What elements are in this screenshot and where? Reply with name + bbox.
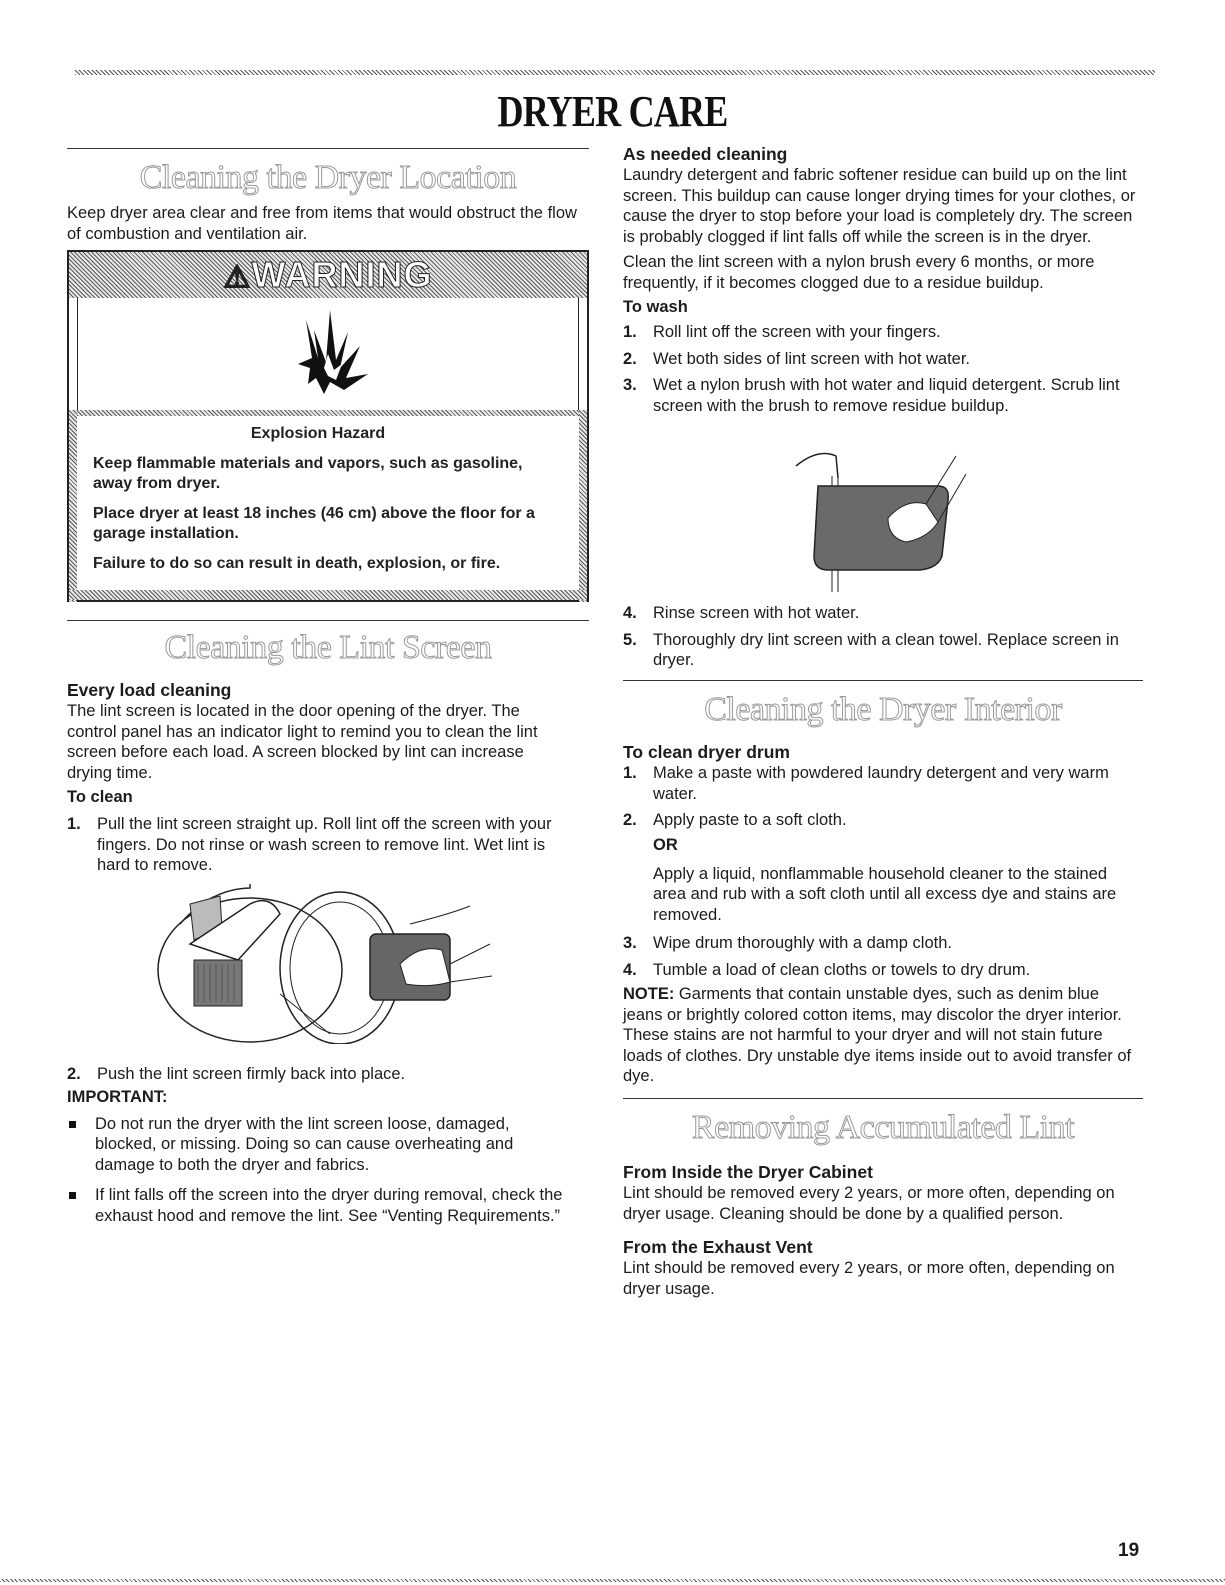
list-item: 1. Pull the lint screen straight up. Roll lint off the screen with your fingers. Do not rinse or wash screen to remove lint. Wet lint is hard to remove. xyxy=(67,815,552,874)
page-title: DRYER CARE xyxy=(497,87,728,136)
list-item: 3. Wet a nylon brush with hot water and liquid detergent. Scrub lint screen with the brush to remove residue buildup. xyxy=(623,376,1120,415)
warning-divider-band xyxy=(69,410,587,416)
every-load-text: The lint screen is located in the door opening of the dryer. The control panel has an indicator light to remind you to clean the lint screen before each load. A screen blocked by lint can increase drying time. xyxy=(67,702,538,782)
warning-box xyxy=(67,250,589,602)
dryer-drum-steps xyxy=(623,763,1143,831)
section-rule xyxy=(67,148,589,149)
warning-line-3: Failure to do so can result in death, explosion, or fire. xyxy=(93,554,501,572)
to-clean-steps xyxy=(67,814,589,876)
dryer-cabinet-title: From Inside the Dryer Cabinet xyxy=(623,1162,873,1182)
to-wash-title: To wash xyxy=(623,298,688,316)
list-item: 1. Roll lint off the screen with your fingers. xyxy=(623,323,941,341)
list-item: 2. Wet both sides of lint screen with hot water. xyxy=(623,349,971,368)
exhaust-vent-title: From the Exhaust Vent xyxy=(623,1237,813,1257)
top-dither-band xyxy=(75,70,1155,75)
as-needed-section xyxy=(623,143,1143,422)
lint-screen-scrub-illustration xyxy=(788,446,968,596)
lint-screen-section xyxy=(67,620,589,882)
lint-screen-section-cont xyxy=(67,1064,589,1236)
to-clean-title: To clean xyxy=(67,788,133,806)
as-needed-text-1: Laundry detergent and fabric softener residue can build up on the lint screen. This buildup can cause longer drying times for your clothes, or cause the dryer to stop before your load is completely dry. The screen is probably clogged if lint falls off while the screen is in the dryer. xyxy=(623,166,1136,246)
bottom-dither-band xyxy=(0,1579,1225,1582)
warning-triangle-icon: ⚠ xyxy=(223,261,252,294)
or-label: OR xyxy=(653,835,678,854)
note-text: NOTE: Garments that contain unstable dyes, such as denim blue jeans or brightly colored cotton items, may discolor the dryer interior. These stains are not harmful to your dryer and will not stain future loads of clothes. Dry unstable dye items inside out to avoid transfer of dye. xyxy=(623,985,1132,1085)
dryer-cabinet-text: Lint should be removed every 2 years, or more often, depending on dryer usage. Cleaning should be done by a qualified person. xyxy=(623,1184,1115,1223)
section-heading-lint-screen: Cleaning the Lint Screen xyxy=(164,629,492,666)
alternate-method-text: Apply a liquid, nonflammable household cleaner to the stained area and rub with a soft cloth until all excess dye and stains are removed. xyxy=(653,864,1117,924)
list-item: 4. Rinse screen with hot water. xyxy=(623,604,860,622)
warning-bottom-band xyxy=(69,590,587,600)
warning-line-2: Place dryer at least 18 inches (46 cm) above the floor for a garage installation. xyxy=(93,504,535,542)
page-number: 19 xyxy=(1118,1540,1140,1561)
left-column xyxy=(67,148,589,244)
as-needed-section-cont xyxy=(623,603,1143,677)
every-load-title: Every load cleaning xyxy=(67,680,232,700)
exhaust-vent-text: Lint should be removed every 2 years, or more often, depending on dryer usage. xyxy=(623,1259,1115,1298)
section-heading-dryer-interior: Cleaning the Dryer Interior xyxy=(704,691,1062,728)
section-heading-dryer-location: Cleaning the Dryer Location xyxy=(139,159,517,196)
to-clean-steps-cont xyxy=(67,1064,589,1085)
list-item: 3. Wipe drum thoroughly with a damp cloth. xyxy=(623,934,952,952)
as-needed-text-2: Clean the lint screen with a nylon brush every 6 months, or more frequently, if it becomes clogged due to a residue buildup. xyxy=(623,253,1095,292)
list-item: 2. Push the lint screen firmly back into place. xyxy=(67,1065,406,1083)
warning-header xyxy=(69,252,587,298)
as-needed-title: As needed cleaning xyxy=(623,144,788,164)
section-rule xyxy=(67,620,589,621)
warning-right-border xyxy=(579,410,587,602)
location-text: Keep dryer area clear and free from items that would obstruct the flow of combustion and ventilation air. xyxy=(67,204,577,243)
list-item: If lint falls off the screen into the dryer during removal, check the exhaust hood and remove the lint. See “Venting Requirements.” xyxy=(67,1185,565,1226)
section-rule xyxy=(623,1098,1143,1099)
important-label: IMPORTANT: xyxy=(67,1087,168,1106)
accumulated-lint-section xyxy=(623,1098,1143,1299)
warning-hazard-title: Explosion Hazard xyxy=(250,425,386,442)
to-wash-steps-cont xyxy=(623,603,1143,671)
warning-symbol-panel xyxy=(77,298,579,410)
list-item: Do not run the dryer with the lint screen loose, damaged, blocked, or missing. Doing so can cause overheating and damage to both the dryer and fabrics. xyxy=(67,1114,565,1176)
list-item: 1. Make a paste with powdered laundry detergent and very warm water. xyxy=(623,764,1109,803)
list-item: 5. Thoroughly dry lint screen with a clean towel. Replace screen in dryer. xyxy=(623,630,1119,669)
lint-screen-removal-illustration xyxy=(150,884,510,1044)
list-item: 4. Tumble a load of clean cloths or towels to dry drum. xyxy=(623,960,1031,979)
dryer-drum-steps-cont xyxy=(623,933,1143,980)
list-item: 2. Apply paste to a soft cloth. xyxy=(623,811,847,829)
to-wash-steps xyxy=(623,322,1143,416)
warning-line-1: Keep flammable materials and vapors, such as gasoline, away from dryer. xyxy=(93,454,523,492)
section-rule xyxy=(623,680,1143,681)
important-bullets xyxy=(67,1114,589,1227)
section-heading-accumulated-lint: Removing Accumulated Lint xyxy=(691,1109,1075,1146)
interior-section xyxy=(623,680,1143,1087)
dryer-drum-title: To clean dryer drum xyxy=(623,742,790,762)
explosion-icon xyxy=(78,298,580,408)
warning-label: ⚠WARNING xyxy=(223,254,433,295)
warning-text xyxy=(93,424,563,583)
